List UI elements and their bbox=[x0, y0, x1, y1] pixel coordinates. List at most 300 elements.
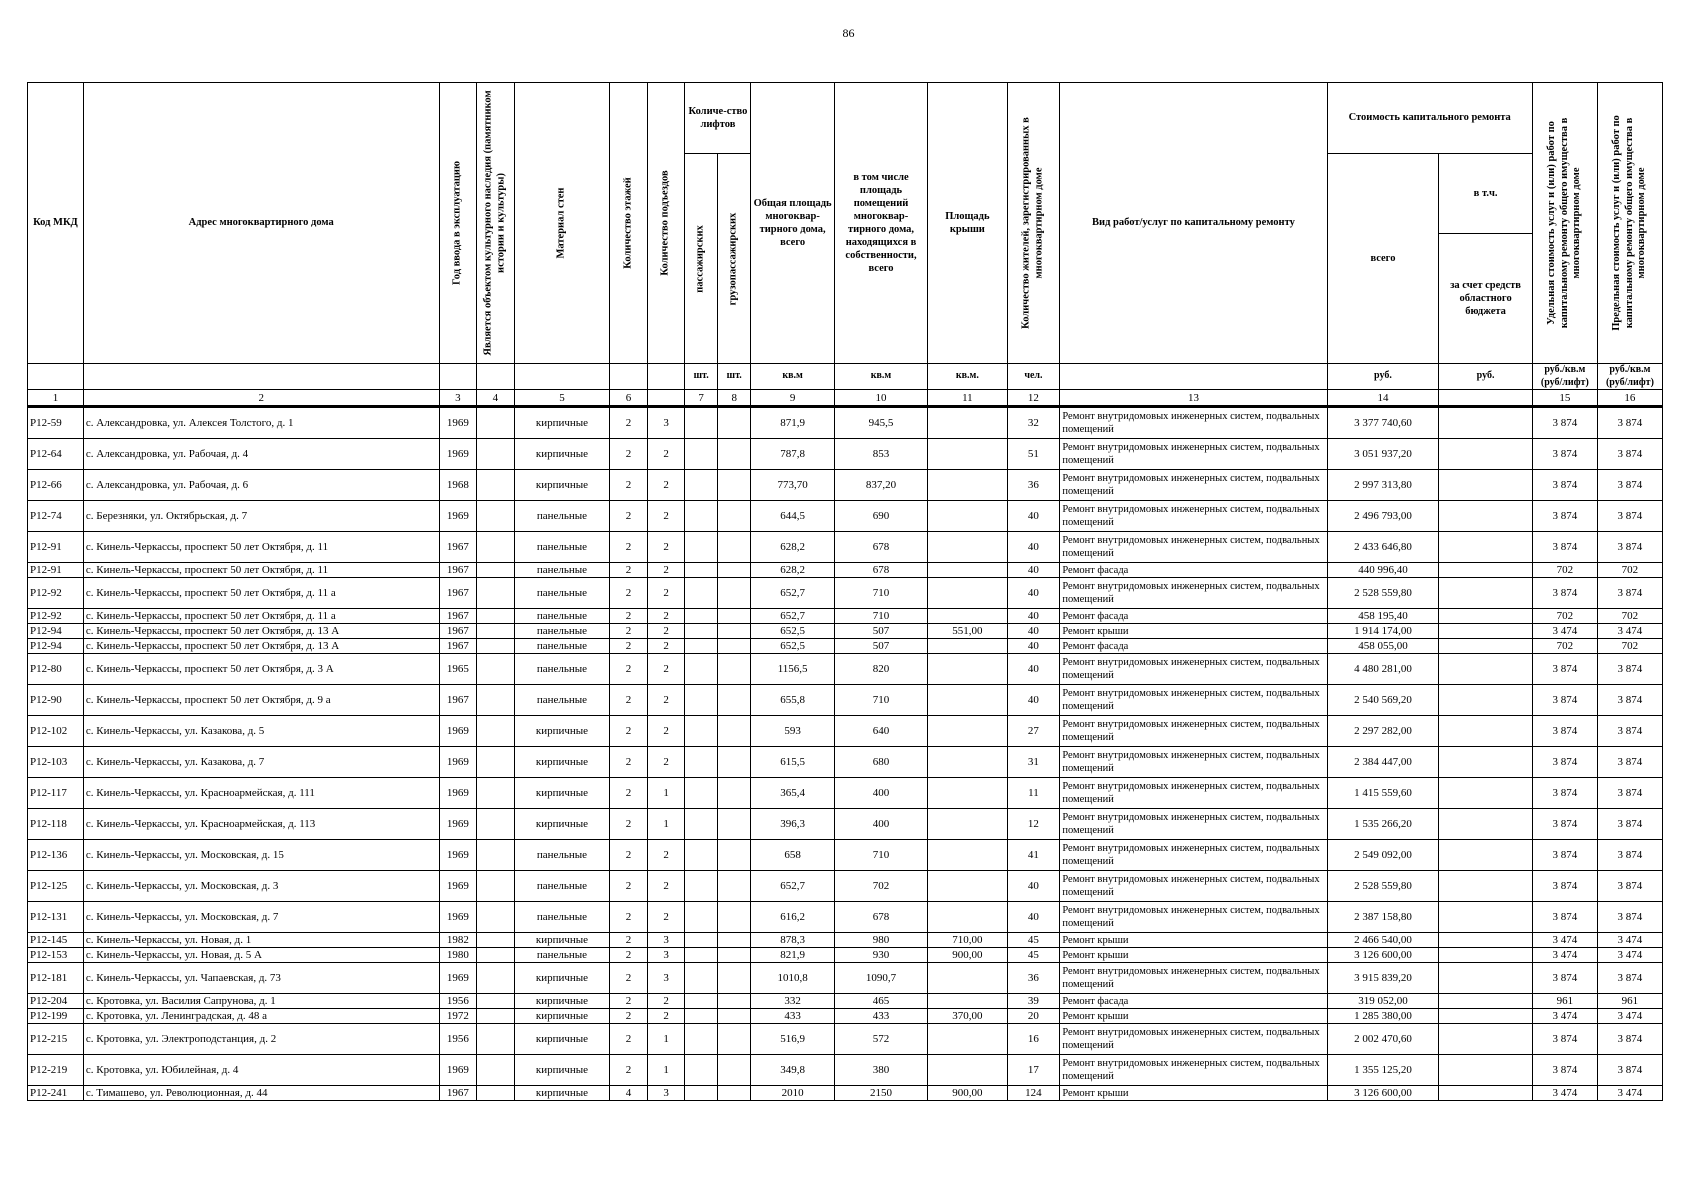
cell-total-area: 652,7 bbox=[751, 871, 834, 902]
cell-code: Р12-131 bbox=[28, 902, 84, 933]
cell-cost-regional bbox=[1439, 948, 1533, 963]
cell-address: с. Тимашево, ул. Революционная, д. 44 bbox=[83, 1086, 439, 1101]
cell-lifts-cargo bbox=[717, 578, 751, 609]
cell-floors: 2 bbox=[610, 933, 648, 948]
cell-address: с. Кинель-Черкассы, ул. Чапаевская, д. 73 bbox=[83, 963, 439, 994]
header-cost-total: всего bbox=[1327, 154, 1439, 364]
cell-owned-area: 400 bbox=[834, 778, 927, 809]
cell-cost-total: 2 466 540,00 bbox=[1327, 933, 1439, 948]
cell-unit-cost: 3 874 bbox=[1532, 871, 1597, 902]
cell-address: с. Кинель-Черкассы, проспект 50 лет Октября, д. 11 bbox=[83, 532, 439, 563]
cell-cost-total: 2 496 793,00 bbox=[1327, 501, 1439, 532]
cell-material: кирпичные bbox=[514, 1009, 610, 1024]
cell-cost-regional bbox=[1439, 716, 1533, 747]
cell-roof-area bbox=[928, 1024, 1007, 1055]
cell-total-area: 1156,5 bbox=[751, 654, 834, 685]
cell-floors: 2 bbox=[610, 963, 648, 994]
cell-owned-area: 678 bbox=[834, 902, 927, 933]
cell-unit-cost: 3 874 bbox=[1532, 747, 1597, 778]
cell-cost-total: 3 126 600,00 bbox=[1327, 948, 1439, 963]
cell-code: Р12-64 bbox=[28, 439, 84, 470]
cell-lifts-passenger bbox=[685, 994, 718, 1009]
cell-cost-total: 440 996,40 bbox=[1327, 563, 1439, 578]
cell-heritage bbox=[477, 963, 515, 994]
cell-heritage bbox=[477, 948, 515, 963]
cell-code: Р12-91 bbox=[28, 532, 84, 563]
cell-heritage bbox=[477, 685, 515, 716]
cell-cost-total: 2 528 559,80 bbox=[1327, 871, 1439, 902]
cell-residents: 31 bbox=[1007, 747, 1060, 778]
column-number: 16 bbox=[1597, 390, 1662, 407]
cell-owned-area: 465 bbox=[834, 994, 927, 1009]
cell-year: 1969 bbox=[439, 840, 477, 871]
cell-roof-area: 370,00 bbox=[928, 1009, 1007, 1024]
cell-work-type: Ремонт внутридомовых инженерных систем, подвальных помещений bbox=[1060, 902, 1327, 933]
cell-owned-area: 507 bbox=[834, 639, 927, 654]
cell-address: с. Кинель-Черкассы, проспект 50 лет Октября, д. 3 А bbox=[83, 654, 439, 685]
cell-roof-area: 551,00 bbox=[928, 624, 1007, 639]
cell-floors: 2 bbox=[610, 747, 648, 778]
cell-cost-total: 319 052,00 bbox=[1327, 994, 1439, 1009]
cell-material: панельные bbox=[514, 685, 610, 716]
cell-address: с. Кротовка, ул. Юбилейная, д. 4 bbox=[83, 1055, 439, 1086]
cell-unit-cost: 3 474 bbox=[1532, 933, 1597, 948]
cell-address: с. Кинель-Черкассы, ул. Красноармейская, д. 111 bbox=[83, 778, 439, 809]
header-lifts-cargo: грузопассажирских bbox=[717, 154, 751, 364]
cell-floors: 2 bbox=[610, 1009, 648, 1024]
cell-roof-area bbox=[928, 809, 1007, 840]
cell-cost-total: 3 126 600,00 bbox=[1327, 1086, 1439, 1101]
cell-work-type: Ремонт внутридомовых инженерных систем, подвальных помещений bbox=[1060, 747, 1327, 778]
table-row bbox=[28, 840, 1663, 871]
cell-work-type: Ремонт крыши bbox=[1060, 933, 1327, 948]
cell-roof-area bbox=[928, 407, 1007, 439]
cell-cost-regional bbox=[1439, 578, 1533, 609]
table-row bbox=[28, 902, 1663, 933]
cell-max-cost: 3 874 bbox=[1597, 532, 1662, 563]
cell-address: с. Кинель-Черкассы, ул. Казакова, д. 7 bbox=[83, 747, 439, 778]
cell-total-area: 821,9 bbox=[751, 948, 834, 963]
table-row bbox=[28, 624, 1663, 639]
cell-owned-area: 2150 bbox=[834, 1086, 927, 1101]
cell-code: Р12-204 bbox=[28, 994, 84, 1009]
cell-year: 1969 bbox=[439, 716, 477, 747]
cell-year: 1967 bbox=[439, 639, 477, 654]
cell-residents: 27 bbox=[1007, 716, 1060, 747]
cell-cost-total: 2 528 559,80 bbox=[1327, 578, 1439, 609]
cell-floors: 2 bbox=[610, 439, 648, 470]
cell-address: с. Кинель-Черкассы, проспект 50 лет Октября, д. 11 bbox=[83, 563, 439, 578]
cell-work-type: Ремонт внутридомовых инженерных систем, подвальных помещений bbox=[1060, 407, 1327, 439]
cell-address: с. Кинель-Черкассы, ул. Красноармейская, д. 113 bbox=[83, 809, 439, 840]
cell-material: кирпичные bbox=[514, 439, 610, 470]
cell-max-cost: 3 874 bbox=[1597, 716, 1662, 747]
cell-material: панельные bbox=[514, 563, 610, 578]
cell-lifts-cargo bbox=[717, 609, 751, 624]
cell-address: с. Кинель-Черкассы, проспект 50 лет Октября, д. 9 а bbox=[83, 685, 439, 716]
cell-roof-area bbox=[928, 778, 1007, 809]
cell-lifts-passenger bbox=[685, 470, 718, 501]
cell-entrances: 2 bbox=[647, 840, 685, 871]
cell-total-area: 652,7 bbox=[751, 609, 834, 624]
cell-unit-cost: 702 bbox=[1532, 639, 1597, 654]
cell-max-cost: 702 bbox=[1597, 609, 1662, 624]
cell-residents: 36 bbox=[1007, 470, 1060, 501]
header-cost-regional: за счет средств областного бюджета bbox=[1439, 234, 1533, 364]
table-row bbox=[28, 439, 1663, 470]
header-year: Год ввода в эксплуатацию bbox=[439, 83, 477, 364]
cell-roof-area: 710,00 bbox=[928, 933, 1007, 948]
cell-floors: 2 bbox=[610, 470, 648, 501]
cell-entrances: 2 bbox=[647, 578, 685, 609]
cell-roof-area bbox=[928, 963, 1007, 994]
cell-roof-area bbox=[928, 654, 1007, 685]
table-row bbox=[28, 809, 1663, 840]
column-number bbox=[1439, 390, 1533, 407]
cell-unit-cost: 3 874 bbox=[1532, 902, 1597, 933]
column-number: 7 bbox=[685, 390, 718, 407]
header-floors: Количество этажей bbox=[610, 83, 648, 364]
column-number: 8 bbox=[717, 390, 751, 407]
cell-unit-cost: 3 874 bbox=[1532, 1024, 1597, 1055]
cell-total-area: 652,7 bbox=[751, 578, 834, 609]
header-work-type: Вид работ/услуг по капитальному ремонту bbox=[1060, 83, 1327, 364]
cell-address: с. Березняки, ул. Октябрьская, д. 7 bbox=[83, 501, 439, 532]
cell-year: 1967 bbox=[439, 1086, 477, 1101]
cell-total-area: 433 bbox=[751, 1009, 834, 1024]
cell-work-type: Ремонт внутридомовых инженерных систем, подвальных помещений bbox=[1060, 809, 1327, 840]
cell-year: 1969 bbox=[439, 871, 477, 902]
cell-work-type: Ремонт внутридомовых инженерных систем, подвальных помещений bbox=[1060, 963, 1327, 994]
cell-floors: 2 bbox=[610, 624, 648, 639]
cell-floors: 2 bbox=[610, 685, 648, 716]
cell-owned-area: 572 bbox=[834, 1024, 927, 1055]
cell-cost-regional bbox=[1439, 532, 1533, 563]
cell-code: Р12-153 bbox=[28, 948, 84, 963]
cell-roof-area bbox=[928, 639, 1007, 654]
cell-entrances: 2 bbox=[647, 1009, 685, 1024]
cell-year: 1967 bbox=[439, 563, 477, 578]
cell-lifts-passenger bbox=[685, 1009, 718, 1024]
cell-cost-regional bbox=[1439, 624, 1533, 639]
cell-lifts-passenger bbox=[685, 439, 718, 470]
cell-roof-area bbox=[928, 578, 1007, 609]
cell-work-type: Ремонт внутридомовых инженерных систем, подвальных помещений bbox=[1060, 470, 1327, 501]
table-row bbox=[28, 470, 1663, 501]
cell-cost-regional bbox=[1439, 1055, 1533, 1086]
cell-roof-area bbox=[928, 840, 1007, 871]
cell-unit-cost: 3 874 bbox=[1532, 809, 1597, 840]
cell-lifts-cargo bbox=[717, 1055, 751, 1086]
cell-work-type: Ремонт внутридомовых инженерных систем, подвальных помещений bbox=[1060, 532, 1327, 563]
cell-material: кирпичные bbox=[514, 1024, 610, 1055]
cell-heritage bbox=[477, 654, 515, 685]
header-address: Адрес многоквартирного дома bbox=[83, 83, 439, 364]
cell-owned-area: 380 bbox=[834, 1055, 927, 1086]
cell-cost-regional bbox=[1439, 639, 1533, 654]
cell-cost-regional bbox=[1439, 685, 1533, 716]
cell-work-type: Ремонт фасада bbox=[1060, 563, 1327, 578]
cell-entrances: 2 bbox=[647, 563, 685, 578]
cell-material: кирпичные bbox=[514, 963, 610, 994]
table-row bbox=[28, 578, 1663, 609]
cell-cost-total: 1 535 266,20 bbox=[1327, 809, 1439, 840]
cell-unit-cost: 3 474 bbox=[1532, 948, 1597, 963]
cell-max-cost: 3 874 bbox=[1597, 439, 1662, 470]
cell-cost-regional bbox=[1439, 963, 1533, 994]
cell-entrances: 3 bbox=[647, 1086, 685, 1101]
column-number: 1 bbox=[28, 390, 84, 407]
cell-address: с. Александровка, ул. Рабочая, д. 6 bbox=[83, 470, 439, 501]
cell-total-area: 365,4 bbox=[751, 778, 834, 809]
cell-material: панельные bbox=[514, 624, 610, 639]
cell-lifts-cargo bbox=[717, 639, 751, 654]
cell-lifts-passenger bbox=[685, 654, 718, 685]
cell-lifts-cargo bbox=[717, 685, 751, 716]
cell-material: кирпичные bbox=[514, 407, 610, 439]
unit-cell bbox=[83, 364, 439, 390]
cell-max-cost: 3 874 bbox=[1597, 1024, 1662, 1055]
cell-lifts-cargo bbox=[717, 654, 751, 685]
cell-year: 1967 bbox=[439, 685, 477, 716]
cell-cost-total: 1 914 174,00 bbox=[1327, 624, 1439, 639]
cell-total-area: 349,8 bbox=[751, 1055, 834, 1086]
cell-owned-area: 930 bbox=[834, 948, 927, 963]
unit-total-area: кв.м bbox=[751, 364, 834, 390]
table-row bbox=[28, 1024, 1663, 1055]
unit-lifts-passenger: шт. bbox=[685, 364, 718, 390]
column-number: 5 bbox=[514, 390, 610, 407]
cell-material: кирпичные bbox=[514, 994, 610, 1009]
cell-lifts-cargo bbox=[717, 902, 751, 933]
cell-max-cost: 3 874 bbox=[1597, 902, 1662, 933]
table-row bbox=[28, 563, 1663, 578]
cell-max-cost: 3 874 bbox=[1597, 685, 1662, 716]
unit-max-cost: руб./кв.м (руб/лифт) bbox=[1597, 364, 1662, 390]
cell-heritage bbox=[477, 563, 515, 578]
cell-residents: 20 bbox=[1007, 1009, 1060, 1024]
table-row bbox=[28, 1055, 1663, 1086]
cell-entrances: 2 bbox=[647, 609, 685, 624]
cell-work-type: Ремонт фасада bbox=[1060, 994, 1327, 1009]
cell-heritage bbox=[477, 470, 515, 501]
cell-floors: 2 bbox=[610, 501, 648, 532]
cell-residents: 40 bbox=[1007, 609, 1060, 624]
header-entrances: Количество подъездов bbox=[647, 83, 685, 364]
header-code: Код МКД bbox=[28, 83, 84, 364]
cell-heritage bbox=[477, 747, 515, 778]
cell-lifts-cargo bbox=[717, 1009, 751, 1024]
cell-roof-area bbox=[928, 902, 1007, 933]
cell-owned-area: 853 bbox=[834, 439, 927, 470]
cell-lifts-cargo bbox=[717, 407, 751, 439]
cell-lifts-passenger bbox=[685, 747, 718, 778]
unit-cell bbox=[647, 364, 685, 390]
cell-material: панельные bbox=[514, 501, 610, 532]
cell-cost-total: 458 055,00 bbox=[1327, 639, 1439, 654]
cell-lifts-passenger bbox=[685, 840, 718, 871]
cell-unit-cost: 702 bbox=[1532, 563, 1597, 578]
cell-total-area: 652,5 bbox=[751, 639, 834, 654]
cell-lifts-passenger bbox=[685, 1055, 718, 1086]
cell-material: панельные bbox=[514, 639, 610, 654]
cell-max-cost: 3 874 bbox=[1597, 963, 1662, 994]
cell-cost-regional bbox=[1439, 407, 1533, 439]
cell-cost-regional bbox=[1439, 840, 1533, 871]
cell-cost-regional bbox=[1439, 563, 1533, 578]
cell-material: кирпичные bbox=[514, 716, 610, 747]
cell-owned-area: 710 bbox=[834, 578, 927, 609]
cell-total-area: 332 bbox=[751, 994, 834, 1009]
cell-roof-area bbox=[928, 685, 1007, 716]
cell-heritage bbox=[477, 501, 515, 532]
cell-lifts-passenger bbox=[685, 963, 718, 994]
header-max-cost: Предельная стоимость услуг и (или) работ по капитальному ремонту общего имущества в многоквартирном доме bbox=[1597, 83, 1662, 364]
cell-year: 1967 bbox=[439, 624, 477, 639]
cell-unit-cost: 3 874 bbox=[1532, 470, 1597, 501]
cell-entrances: 2 bbox=[647, 654, 685, 685]
cell-total-area: 652,5 bbox=[751, 624, 834, 639]
cell-max-cost: 3 874 bbox=[1597, 778, 1662, 809]
cell-code: Р12-92 bbox=[28, 578, 84, 609]
cell-owned-area: 1090,7 bbox=[834, 963, 927, 994]
cell-heritage bbox=[477, 439, 515, 470]
cell-total-area: 396,3 bbox=[751, 809, 834, 840]
cell-floors: 2 bbox=[610, 654, 648, 685]
cell-owned-area: 678 bbox=[834, 532, 927, 563]
column-number: 12 bbox=[1007, 390, 1060, 407]
cell-cost-total: 3 051 937,20 bbox=[1327, 439, 1439, 470]
cell-unit-cost: 961 bbox=[1532, 994, 1597, 1009]
cell-heritage bbox=[477, 871, 515, 902]
column-number bbox=[647, 390, 685, 407]
cell-owned-area: 433 bbox=[834, 1009, 927, 1024]
cell-total-area: 871,9 bbox=[751, 407, 834, 439]
cell-owned-area: 980 bbox=[834, 933, 927, 948]
cell-material: кирпичные bbox=[514, 933, 610, 948]
cell-total-area: 658 bbox=[751, 840, 834, 871]
cell-residents: 40 bbox=[1007, 639, 1060, 654]
cell-cost-regional bbox=[1439, 1024, 1533, 1055]
cell-lifts-passenger bbox=[685, 407, 718, 439]
cell-entrances: 1 bbox=[647, 809, 685, 840]
cell-lifts-cargo bbox=[717, 933, 751, 948]
cell-unit-cost: 3 874 bbox=[1532, 716, 1597, 747]
table-row bbox=[28, 778, 1663, 809]
cell-lifts-passenger bbox=[685, 948, 718, 963]
cell-year: 1956 bbox=[439, 1024, 477, 1055]
cell-material: панельные bbox=[514, 532, 610, 563]
cell-year: 1969 bbox=[439, 407, 477, 439]
cell-material: кирпичные bbox=[514, 778, 610, 809]
cell-cost-total: 3 377 740,60 bbox=[1327, 407, 1439, 439]
table-row bbox=[28, 609, 1663, 624]
cell-residents: 40 bbox=[1007, 654, 1060, 685]
cell-address: с. Кинель-Черкассы, ул. Новая, д. 5 А bbox=[83, 948, 439, 963]
cell-residents: 40 bbox=[1007, 902, 1060, 933]
cell-floors: 2 bbox=[610, 639, 648, 654]
header-lifts-passenger: пассажирских bbox=[685, 154, 718, 364]
cell-material: кирпичные bbox=[514, 1055, 610, 1086]
cell-material: панельные bbox=[514, 871, 610, 902]
cell-floors: 2 bbox=[610, 563, 648, 578]
cell-year: 1965 bbox=[439, 654, 477, 685]
table-row bbox=[28, 1086, 1663, 1101]
cell-entrances: 2 bbox=[647, 685, 685, 716]
cell-max-cost: 3 474 bbox=[1597, 933, 1662, 948]
cell-material: панельные bbox=[514, 902, 610, 933]
cell-lifts-passenger bbox=[685, 624, 718, 639]
cell-roof-area bbox=[928, 716, 1007, 747]
cell-cost-regional bbox=[1439, 778, 1533, 809]
cell-cost-total: 1 415 559,60 bbox=[1327, 778, 1439, 809]
cell-work-type: Ремонт внутридомовых инженерных систем, подвальных помещений bbox=[1060, 654, 1327, 685]
cell-cost-total: 458 195,40 bbox=[1327, 609, 1439, 624]
cell-cost-regional bbox=[1439, 654, 1533, 685]
cell-address: с. Кинель-Черкассы, ул. Казакова, д. 5 bbox=[83, 716, 439, 747]
cell-code: Р12-102 bbox=[28, 716, 84, 747]
column-number: 4 bbox=[477, 390, 515, 407]
cell-code: Р12-66 bbox=[28, 470, 84, 501]
table-row bbox=[28, 685, 1663, 716]
cell-lifts-cargo bbox=[717, 563, 751, 578]
cell-work-type: Ремонт внутридомовых инженерных систем, подвальных помещений bbox=[1060, 840, 1327, 871]
cell-floors: 2 bbox=[610, 778, 648, 809]
cell-year: 1967 bbox=[439, 532, 477, 563]
cell-owned-area: 690 bbox=[834, 501, 927, 532]
cell-residents: 11 bbox=[1007, 778, 1060, 809]
cell-residents: 16 bbox=[1007, 1024, 1060, 1055]
cell-residents: 40 bbox=[1007, 501, 1060, 532]
unit-cell bbox=[610, 364, 648, 390]
cell-work-type: Ремонт внутридомовых инженерных систем, подвальных помещений bbox=[1060, 685, 1327, 716]
cell-lifts-passenger bbox=[685, 809, 718, 840]
cell-total-area: 516,9 bbox=[751, 1024, 834, 1055]
cell-heritage bbox=[477, 624, 515, 639]
cell-lifts-cargo bbox=[717, 871, 751, 902]
header-roof-area: Площадь крыши bbox=[928, 83, 1007, 364]
unit-owned-area: кв.м bbox=[834, 364, 927, 390]
cell-lifts-passenger bbox=[685, 1086, 718, 1101]
cell-owned-area: 400 bbox=[834, 809, 927, 840]
cell-lifts-cargo bbox=[717, 501, 751, 532]
cell-heritage bbox=[477, 609, 515, 624]
cell-entrances: 2 bbox=[647, 470, 685, 501]
cell-heritage bbox=[477, 994, 515, 1009]
cell-cost-total: 1 285 380,00 bbox=[1327, 1009, 1439, 1024]
cell-work-type: Ремонт внутридомовых инженерных систем, подвальных помещений bbox=[1060, 871, 1327, 902]
unit-cell bbox=[439, 364, 477, 390]
cell-year: 1967 bbox=[439, 578, 477, 609]
cell-cost-regional bbox=[1439, 439, 1533, 470]
table-row bbox=[28, 933, 1663, 948]
header-heritage: Является объектом культурного наследия (памятником истории и культуры) bbox=[477, 83, 515, 364]
cell-owned-area: 507 bbox=[834, 624, 927, 639]
cell-entrances: 2 bbox=[647, 532, 685, 563]
header-lifts: Количе-ство лифтов bbox=[685, 83, 751, 154]
cell-work-type: Ремонт фасада bbox=[1060, 609, 1327, 624]
cell-lifts-cargo bbox=[717, 778, 751, 809]
cell-total-area: 616,2 bbox=[751, 902, 834, 933]
cell-entrances: 2 bbox=[647, 624, 685, 639]
cell-entrances: 1 bbox=[647, 778, 685, 809]
cell-work-type: Ремонт фасада bbox=[1060, 639, 1327, 654]
cell-cost-total: 2 540 569,20 bbox=[1327, 685, 1439, 716]
cell-lifts-cargo bbox=[717, 963, 751, 994]
cell-residents: 124 bbox=[1007, 1086, 1060, 1101]
cell-cost-regional bbox=[1439, 609, 1533, 624]
cell-address: с. Александровка, ул. Алексея Толстого, д. 1 bbox=[83, 407, 439, 439]
